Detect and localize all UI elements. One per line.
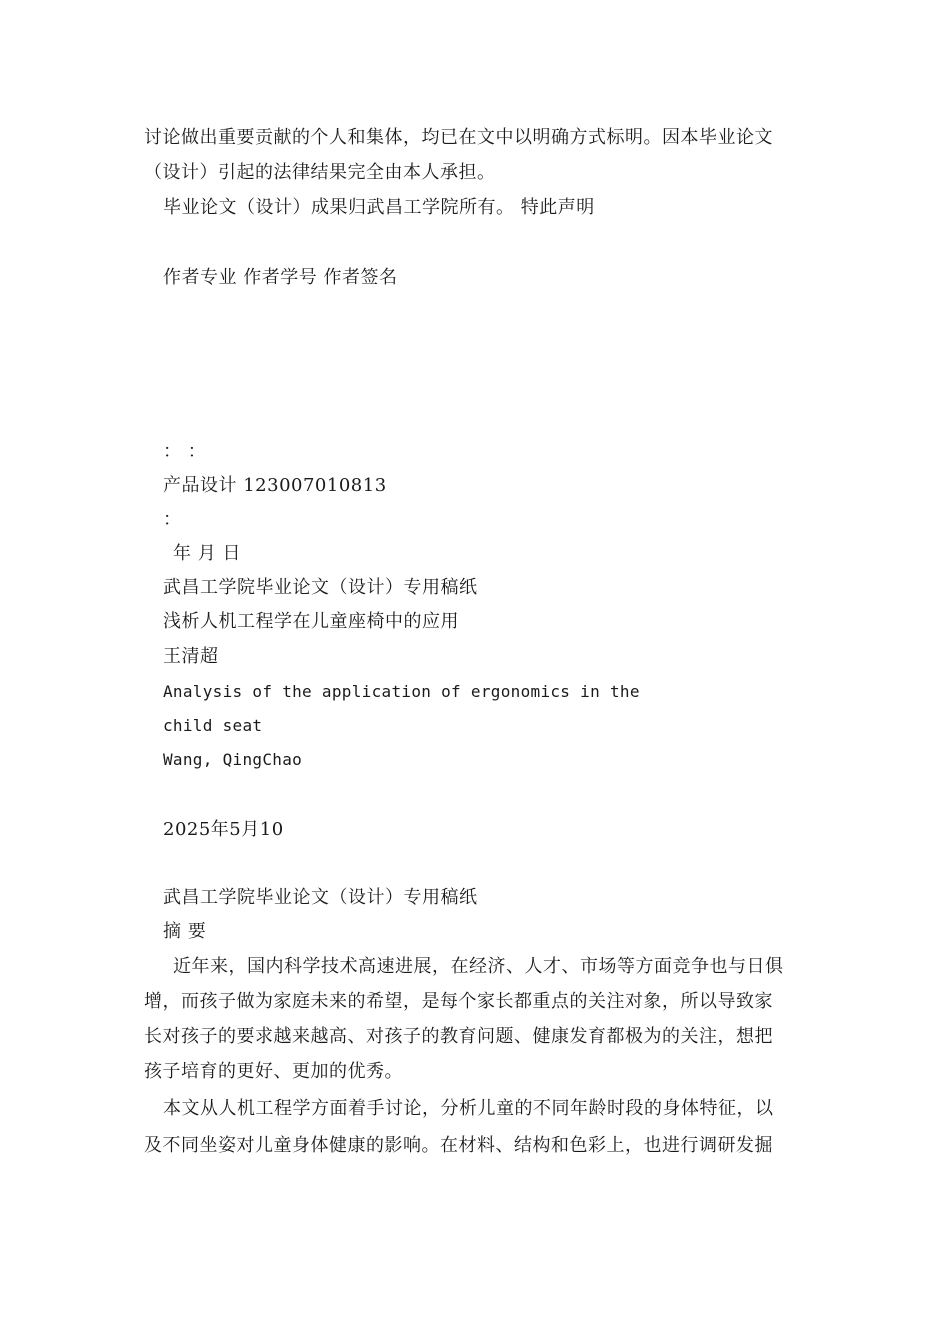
title-cn: 浅析人机工程学在儿童座椅中的应用 xyxy=(163,611,459,632)
abstract-p1-line-1: 近年来，国内科学技术高速进展，在经济、人才、市场等方面竞争也与日俱 xyxy=(173,956,784,977)
declaration-line-3: 毕业论文（设计）成果归武昌工学院所有。 特此声明 xyxy=(163,197,595,218)
abstract-heading: 摘 要 xyxy=(163,921,207,942)
author-colon-single: ： xyxy=(163,509,182,530)
author-fields: 作者专业 作者学号 作者签名 xyxy=(163,267,398,288)
abstract-p1-line-4: 孩子培育的更好、更加的优秀。 xyxy=(144,1061,403,1082)
paper-header: 武昌工学院毕业论文（设计）专用稿纸 xyxy=(163,577,478,598)
date-placeholder: 年 月 日 xyxy=(173,543,241,564)
declaration-line-1: 讨论做出重要贡献的个人和集体，均已在文中以明确方式标明。因本毕业论文 xyxy=(144,127,773,148)
author-en: Wang, QingChao xyxy=(163,750,303,769)
declaration-line-2: （设计）引起的法律结果完全由本人承担。 xyxy=(144,162,496,183)
abstract-p1-line-2: 增，而孩子做为家庭未来的希望，是每个家长都重点的关注对象，所以导致家 xyxy=(144,991,773,1012)
abstract-p2-line-2: 及不同坐姿对儿童身体健康的影响。在材料、结构和色彩上，也进行调研发掘 xyxy=(144,1135,773,1156)
abstract-p2-line-1: 本文从人机工程学方面着手讨论，分析儿童的不同年龄时段的身体特征，以 xyxy=(163,1098,774,1119)
author-cn: 王清超 xyxy=(163,646,219,667)
title-en-line-2: child seat xyxy=(163,716,263,735)
title-en-line-1: Analysis of the application of ergonomics in the xyxy=(163,682,640,701)
author-colons: ： ： xyxy=(163,441,207,462)
title-date: 2025年5月10 xyxy=(163,819,284,840)
abstract-paper-header: 武昌工学院毕业论文（设计）专用稿纸 xyxy=(163,887,478,908)
major-and-id: 产品设计 123007010813 xyxy=(163,475,387,496)
abstract-p1-line-3: 长对孩子的要求越来越高、对孩子的教育问题、健康发育都极为的关注，想把 xyxy=(144,1026,773,1047)
